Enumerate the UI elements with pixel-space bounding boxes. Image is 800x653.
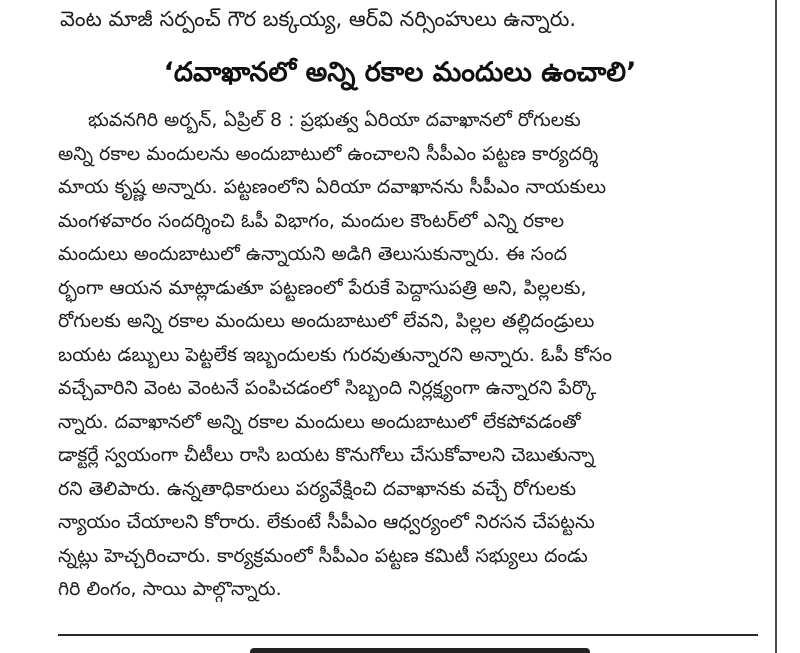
body-line: మాయ కృష్ణ అన్నారు. పట్టణంలోని ఏరియా దవాఖానను సీపీఎం నాయకులు [58, 176, 607, 198]
article-body [58, 104, 758, 607]
body-line: న్యాయం చేయాలని కోరారు. లేకుంటే సీపీఎం ఆధ్వర్యంలో నిరసన చేపట్టను [58, 511, 595, 533]
article-headline: ‘దవాఖానలో అన్ని రకాల మందులు ఉంచాలి’ [163, 57, 637, 88]
body-line: న్నట్లు హెచ్చరించారు. కార్యక్రమంలో సీపీఎం పట్టణ కమిటీ సభ్యులు దండు [58, 544, 588, 567]
body-line: గిరి లింగం, సాయి పాల్గొన్నారు. [58, 578, 282, 600]
article-divider [58, 634, 758, 636]
body-line: మందులు అందుబాటులో ఉన్నాయని అడిగి తెలుసుకున్నారు. ఈ సంద [58, 243, 568, 265]
body-line: ర్భంగా ఆయన మాట్లాడుతూ పట్టణంలో పేరుకే పెద్దాసుపత్రి అని, పిల్లలకు, [58, 276, 587, 299]
body-line: రని తెలిపారు. ఉన్నతాధికారులు పర్యవేక్షించి దవాఖానకు వచ్చే రోగులకు [58, 477, 577, 500]
body-line: న్నారు. దవాఖానలో అన్ని రకాల మందులు అందుబాటులో లేకపోవడంతో [58, 410, 581, 433]
column-rule [775, 0, 777, 653]
previous-article-tail: వెంట మాజీ సర్పంచ్ గౌర బక్కయ్య, ఆర్‌వి నర్సింహులు ఉన్నారు. [60, 7, 577, 31]
body-line: మంగళవారం సందర్శించి ఓపీ విభాగం, మందుల కౌంటర్‌లో ఎన్ని రకాల [58, 209, 565, 232]
body-line: అన్ని రకాల మందులను అందుబాటులో ఉంచాలని సీపీఎం పట్టణ కార్యదర్శి [58, 142, 599, 165]
body-line: డాక్టర్లే స్వయంగా చీటీలు రాసి బయట కొనుగోలు చేసుకోవాలని చెబుతున్నా [58, 444, 595, 466]
body-line: రోగులకు అన్ని రకాల మందులు అందుబాటులో లేవని, పిల్లల తల్లిదండ్రులు [58, 310, 595, 332]
body-line: భువనగిరి అర్బన్, ఏప్రిల్ 8 : ప్రభుత్వ ఏరియా దవాఖానలో రోగులకు [88, 109, 581, 131]
next-headline-cropped [250, 642, 590, 653]
body-line: బయట డబ్బులు పెట్టలేక ఇబ్బందులకు గురవుతున్నారని అన్నారు. ఓపీ కోసం [58, 343, 612, 366]
body-line: వచ్చేవారిని వెంట వెంటనే పంపిచడంలో సిబ్బంది నిర్లక్ష్యంగా ఉన్నారని పేర్కొ [58, 377, 597, 399]
